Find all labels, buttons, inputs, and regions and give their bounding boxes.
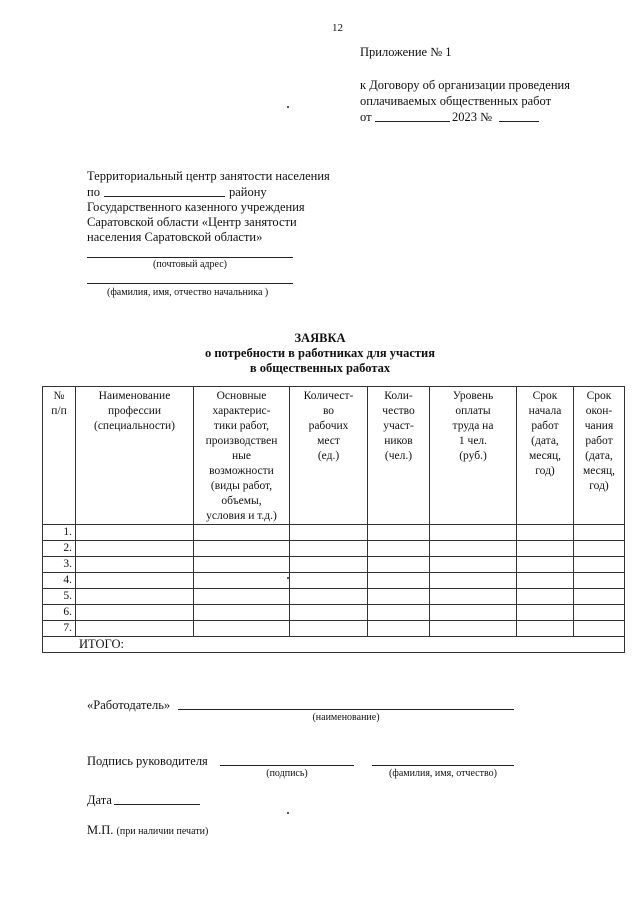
- table-cell[interactable]: [517, 557, 574, 573]
- table-cell[interactable]: [517, 621, 574, 637]
- signature-line[interactable]: [220, 765, 354, 766]
- table-row: [43, 525, 625, 541]
- employer-caption: (наименование): [312, 712, 380, 723]
- head-name-caption: (фамилия, имя, отчество начальника ): [107, 287, 269, 298]
- date-label: Дата: [87, 793, 112, 807]
- header-participants: Коли- чество участ- ников (чел.): [368, 387, 430, 525]
- page-number: 12: [332, 22, 343, 34]
- row-number: 4.: [43, 573, 76, 589]
- table-row: [43, 589, 625, 605]
- table-row: [43, 541, 625, 557]
- table-cell[interactable]: [430, 605, 517, 621]
- date-line[interactable]: [114, 804, 200, 805]
- table-cell[interactable]: [368, 621, 430, 637]
- table-header-row: [43, 387, 625, 525]
- table-cell[interactable]: [290, 573, 368, 589]
- header-number: № п/п: [43, 387, 76, 525]
- table-cell[interactable]: [368, 573, 430, 589]
- table-row: [43, 557, 625, 573]
- head-name-line: [87, 283, 293, 284]
- header-work-characteristics: Основные характерис- тики работ, производствен ные возможности (виды работ, объемы, условия и т.д.): [194, 387, 290, 525]
- table-cell[interactable]: [290, 541, 368, 557]
- row-number: 3.: [43, 557, 76, 573]
- table-cell[interactable]: [517, 573, 574, 589]
- table-row: [43, 573, 625, 589]
- header-pay-level: Уровень оплаты труда на 1 чел. (руб.): [430, 387, 517, 525]
- request-title: ЗАЯВКА: [294, 331, 346, 345]
- table-cell[interactable]: [290, 605, 368, 621]
- postal-address-line: [87, 257, 293, 258]
- table-cell[interactable]: [194, 605, 290, 621]
- table-cell[interactable]: [194, 589, 290, 605]
- table-cell[interactable]: [574, 621, 625, 637]
- district-blank: [104, 196, 225, 197]
- header-end-date: Срок окон- чания работ (дата, месяц, год): [574, 387, 625, 525]
- signer-name-line[interactable]: [372, 765, 514, 766]
- row-number: 2.: [43, 541, 76, 557]
- table-cell[interactable]: [76, 557, 194, 573]
- table-cell[interactable]: [430, 621, 517, 637]
- table-cell[interactable]: [574, 605, 625, 621]
- table-cell[interactable]: [194, 541, 290, 557]
- table-cell[interactable]: [368, 557, 430, 573]
- table-cell[interactable]: [574, 557, 625, 573]
- scan-speck: [287, 577, 289, 579]
- addressee-line-1: Территориальный центр занятости населения: [87, 169, 330, 183]
- row-number: 7.: [43, 621, 76, 637]
- appendix-year-number: 2023 №: [452, 110, 493, 124]
- appendix-number-blank: [499, 121, 539, 122]
- table-cell[interactable]: [194, 621, 290, 637]
- table-row: [43, 621, 625, 637]
- table-cell[interactable]: [574, 573, 625, 589]
- addressee-line-2-prefix: по: [87, 185, 100, 199]
- total-label: ИТОГО:: [43, 637, 625, 653]
- seal-label: [87, 822, 208, 840]
- table-cell[interactable]: [76, 621, 194, 637]
- table-cell[interactable]: [368, 541, 430, 557]
- appendix-line-1: к Договору об организации проведения: [360, 78, 570, 92]
- row-number: 6.: [43, 605, 76, 621]
- table-cell[interactable]: [290, 525, 368, 541]
- scan-speck: [287, 106, 289, 108]
- employer-name-line[interactable]: [178, 709, 514, 710]
- signer-name-caption: (фамилия, имя, отчество): [389, 768, 497, 779]
- seal-note: (при наличии печати): [116, 826, 209, 837]
- table-cell[interactable]: [194, 557, 290, 573]
- addressee-line-3: Государственного казенного учреждения: [87, 200, 305, 214]
- table-cell[interactable]: [76, 525, 194, 541]
- table-cell[interactable]: [290, 589, 368, 605]
- postal-address-caption: (почтовый адрес): [153, 259, 227, 270]
- table-cell[interactable]: [290, 557, 368, 573]
- table-cell[interactable]: [76, 541, 194, 557]
- table-cell[interactable]: [76, 605, 194, 621]
- request-subtitle-1: о потребности в работниках для участия: [204, 346, 436, 360]
- row-number: 5.: [43, 589, 76, 605]
- addressee-line-2-suffix: району: [229, 185, 267, 199]
- employer-label: «Работодатель»: [87, 698, 171, 712]
- table-cell[interactable]: [517, 605, 574, 621]
- row-number: 1.: [43, 525, 76, 541]
- table-cell[interactable]: [430, 525, 517, 541]
- header-start-date: Срок начала работ (дата, месяц, год): [517, 387, 574, 525]
- table-cell[interactable]: [290, 621, 368, 637]
- table-cell[interactable]: [574, 589, 625, 605]
- appendix-date-blank: [375, 121, 450, 122]
- table-cell[interactable]: [368, 605, 430, 621]
- table-cell[interactable]: [430, 589, 517, 605]
- table-cell[interactable]: [430, 541, 517, 557]
- table-cell[interactable]: [517, 541, 574, 557]
- header-profession: Наименование профессии (специальности): [76, 387, 194, 525]
- header-workplaces: Количест- во рабочих мест (ед.): [290, 387, 368, 525]
- signature-label: Подпись руководителя: [87, 754, 208, 768]
- table-total-row: [43, 637, 625, 653]
- table-cell[interactable]: [517, 589, 574, 605]
- table-cell[interactable]: [430, 573, 517, 589]
- signature-caption: (подпись): [266, 768, 308, 779]
- table-cell[interactable]: [517, 525, 574, 541]
- appendix-date-prefix: от: [360, 110, 372, 124]
- table-row: [43, 605, 625, 621]
- table-cell[interactable]: [368, 525, 430, 541]
- table-cell[interactable]: [574, 525, 625, 541]
- addressee-line-5: населения Саратовской области»: [87, 230, 263, 244]
- request-table: [42, 386, 625, 653]
- addressee-line-4: Саратовской области «Центр занятости: [87, 215, 297, 229]
- table-cell[interactable]: [194, 573, 290, 589]
- appendix-line-2: оплачиваемых общественных работ: [360, 94, 552, 108]
- seal-abbrev: М.П.: [87, 823, 114, 837]
- table-cell[interactable]: [76, 573, 194, 589]
- scan-speck: [287, 812, 289, 814]
- appendix-title: Приложение № 1: [360, 45, 452, 59]
- request-subtitle-2: в общественных работах: [249, 361, 391, 375]
- table-cell[interactable]: [574, 541, 625, 557]
- table-cell[interactable]: [368, 589, 430, 605]
- table-cell[interactable]: [194, 525, 290, 541]
- table-cell[interactable]: [430, 557, 517, 573]
- table-cell[interactable]: [76, 589, 194, 605]
